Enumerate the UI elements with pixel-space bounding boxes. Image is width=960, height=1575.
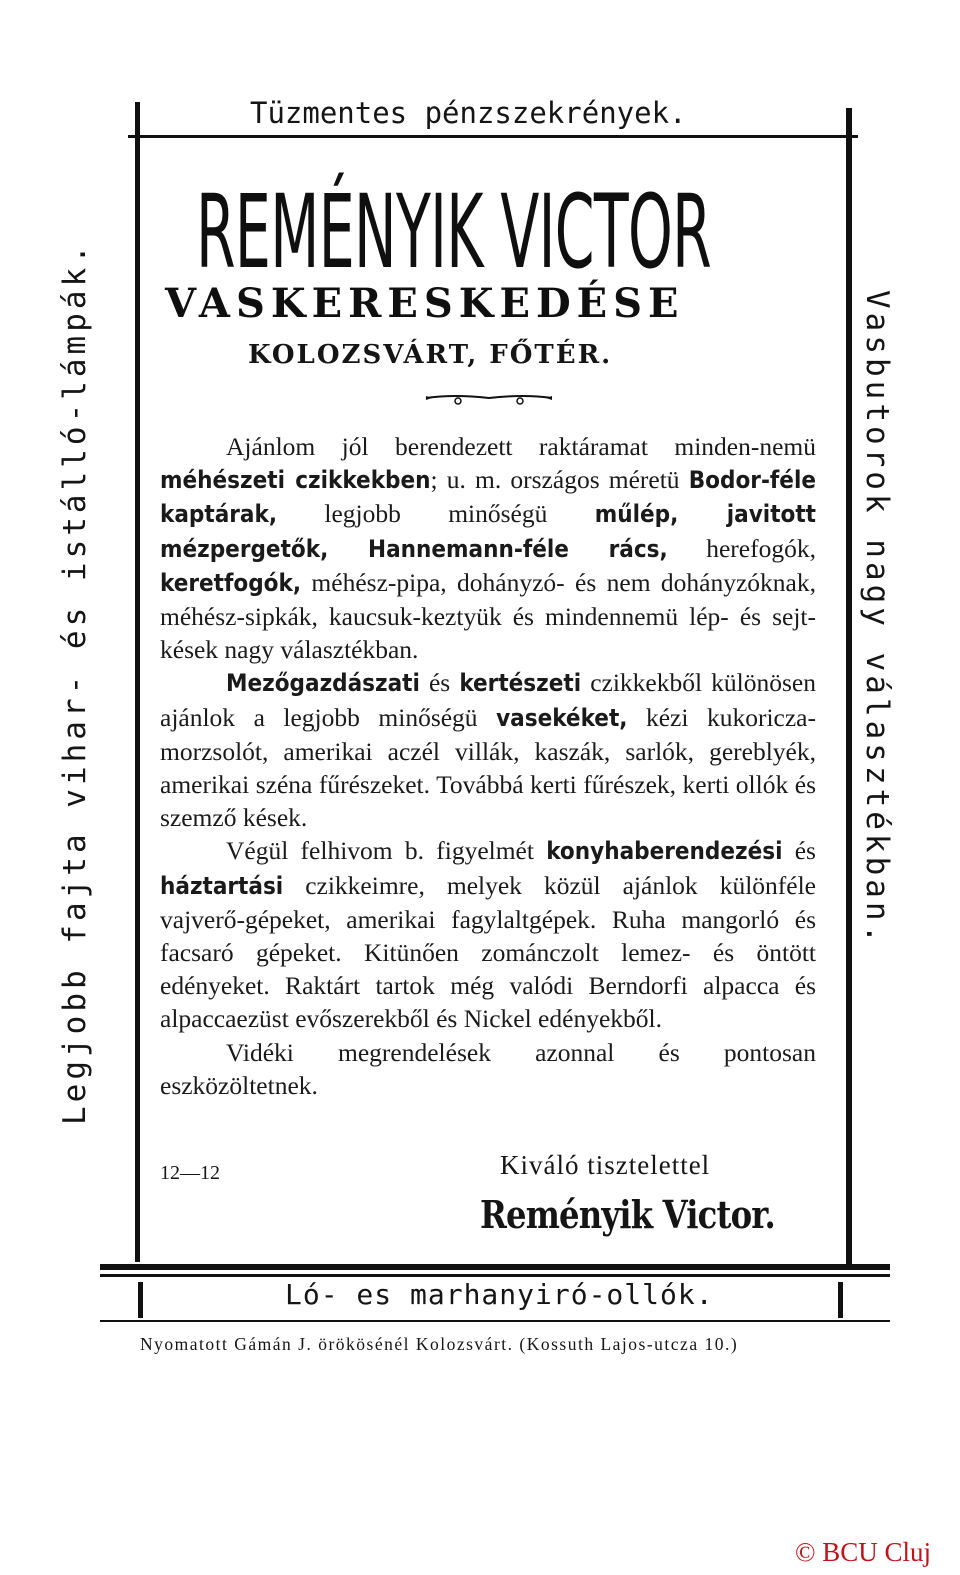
frame-right-rule bbox=[846, 108, 852, 1264]
closing-regards: Kiváló tisztelettel bbox=[500, 1150, 711, 1180]
frame-left-rule bbox=[135, 102, 140, 1262]
bottom-right-tick bbox=[838, 1282, 843, 1318]
side-text-left: Legjobb fajta vihar- és istálló-lámpák. bbox=[57, 241, 93, 1125]
subtitle: VASKERESKEDÉSE bbox=[165, 280, 685, 327]
bottom-left-tick bbox=[138, 1282, 143, 1318]
ornament-divider bbox=[424, 390, 554, 406]
library-watermark: © BCU Cluj bbox=[795, 1537, 932, 1567]
issue-number: 12—12 bbox=[160, 1162, 220, 1184]
paragraph-agriculture: Mezőgazdászati és kertészeti czikkekből különösen ajánlok a legjobb minőségü vasekéket, kézi kukoricza-morzsolót, amerikai aczél villák, kaszák, sarlók, gereblyék, amerikai széna fűrészeket. Továbbá kerti fűrészek, kerti ollók és szemző kések. bbox=[160, 668, 816, 833]
frame-top-rule bbox=[128, 135, 858, 138]
paragraph-beekeeping: Ajánlom jól berendezett raktáramat minden-nemü méhészeti czikkekben; u. m. országos méretü Bodor-féle kaptárak, legjobb minőségü műlép, javitott mézpergetők, Hannemann-féle rács, herefogók, keretfogók, méhész-pipa, dohányzó- és nem dohányzóknak, méhész-sipkák, kaucsuk-keztyük és mindennemü lép- és sejt-kések nagy választékban. bbox=[160, 432, 817, 665]
frame-bottom-rule-thick bbox=[100, 1264, 890, 1270]
top-banner: Tüzmentes pénzszekrények. bbox=[250, 96, 687, 130]
printer-imprint: Nyomatott Gámán J. örökösénél Kolozsvárt. (Kossuth Lajos-utcza 10.) bbox=[140, 1334, 739, 1354]
paragraph-household: Végül felhivom b. figyelmét konyhaberendezési és háztartási czikkeimre, melyek közül ajánlok különféle vajverő-gépeket, amerikai fagylaltgépek. Ruha mangorló és facsaró gépeket. Kitünően zománczolt lemez- és öntött edényeket. Raktárt tartok még valódi Berndorfi alpacca és alpaccaezüst evőszerekből és Nickel edényekből. bbox=[160, 836, 816, 1034]
printer-rule bbox=[100, 1320, 890, 1322]
bottom-banner: Ló- es marhanyiró-ollók. bbox=[285, 1278, 714, 1311]
paragraph-orders: Vidéki megrendelések azonnal és pontosan eszközöltetnek. bbox=[160, 1037, 816, 1100]
signature: Reményik Victor. bbox=[480, 1192, 775, 1237]
frame-bottom-rule-thin bbox=[100, 1274, 890, 1277]
side-text-right: Vasbutorok nagy választékban. bbox=[859, 290, 895, 948]
location: KOLOZSVÁRT, FŐTÉR. bbox=[248, 340, 613, 370]
page-title: REMÉNYIK VICTOR bbox=[196, 173, 712, 292]
body-text bbox=[160, 430, 816, 1102]
